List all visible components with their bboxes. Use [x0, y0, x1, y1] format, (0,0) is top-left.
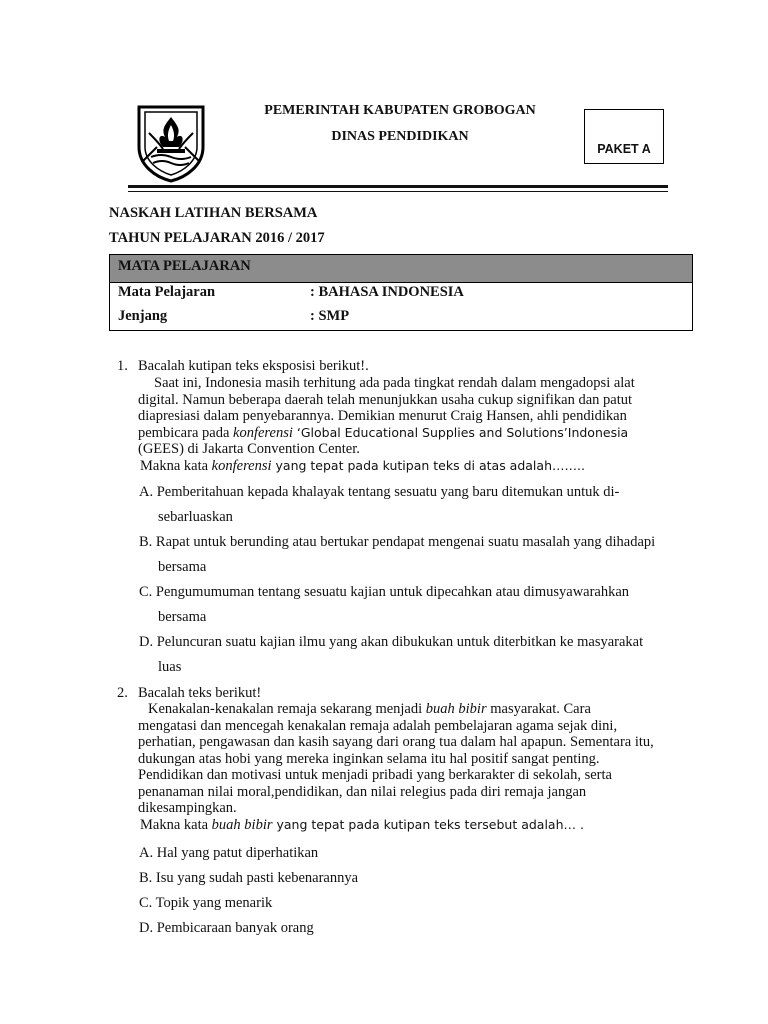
q1-option-c-cont: bersama	[158, 609, 207, 625]
q1-italic-term: konferensi	[211, 457, 272, 474]
q1-question	[138, 458, 698, 475]
q2-number: 2.	[117, 685, 128, 701]
table-heading-row	[110, 255, 692, 283]
q1-option-a: A. Pemberitahuan kepada khalayak tentang sesuatu yang baru ditemukan untuk di-	[139, 484, 620, 500]
q1-text: Makna kata	[140, 457, 212, 474]
q1-option-a-cont: sebarluaskan	[158, 509, 233, 525]
q2-text: Makna kata	[140, 816, 212, 833]
subject-label: Mata Pelajaran	[118, 284, 216, 300]
header-government: PEMERINTAH KABUPATEN GROBOGAN	[264, 103, 536, 118]
grobogan-emblem-logo	[133, 103, 209, 183]
q2-italic-term: buah bibir	[425, 701, 487, 717]
q2-line	[138, 701, 698, 718]
q2-option-b: B. Isu yang sudah pasti kebenarannya	[139, 870, 359, 886]
q2-text: Kenakalan-kenakalan remaja sekarang menjadi	[148, 701, 426, 717]
subject-value: : BAHASA INDONESIA	[310, 284, 464, 300]
q2-line: dikesampingkan.	[138, 800, 237, 816]
q1-option-c: C. Pengumumuman tentang sesuatu kajian untuk dipecahkan atau dimusyawarahkan	[139, 584, 630, 600]
q2-line: penanaman nilai moral,pendidikan, dan nilai relegius pada diri remaja jangan	[138, 783, 587, 800]
subject-table	[109, 254, 693, 331]
header-rule-thick	[128, 185, 668, 188]
level-value: : SMP	[310, 308, 350, 324]
q2-prompt: Bacalah teks berikut!	[138, 685, 262, 701]
q1-line: digital. Namun beberapa daerah telah menunjukkan usaha cukup signifikan dan patut	[138, 391, 633, 408]
q2-passage	[138, 701, 698, 833]
q1-text: pembicara pada	[138, 424, 234, 441]
q2-option-a: A. Hal yang patut diperhatikan	[139, 845, 319, 861]
paket-box: PAKET A	[584, 109, 664, 164]
q1-italic-term: konferensi	[233, 424, 293, 441]
q1-option-d-cont: luas	[158, 659, 182, 675]
q1-option-d: D. Peluncuran suatu kajian ilmu yang akan dibukukan untuk diterbitkan ke masyarakat	[139, 634, 644, 650]
q2-text: yang tepat pada kutipan teks tersebut adalah… .	[272, 816, 584, 832]
q2-line: dukungan atas hobi yang mereka inginkan selama itu hal positif sangat penting.	[138, 750, 600, 767]
q2-option-d: D. Pembicaraan banyak orang	[139, 920, 314, 936]
q2-option-c: C. Topik yang menarik	[139, 895, 273, 911]
q1-number: 1.	[117, 358, 128, 374]
q1-line: (GEES) di Jakarta Convention Center.	[138, 441, 360, 457]
q1-line	[138, 425, 698, 442]
q1-line: Saat ini, Indonesia masih terhitung ada pada tingkat rendah dalam mengadopsi alat	[154, 375, 635, 391]
level-label: Jenjang	[118, 308, 168, 324]
q1-passage	[138, 375, 698, 474]
q2-question	[138, 817, 698, 834]
table-heading: MATA PELAJARAN	[118, 258, 251, 274]
q2-line: perhatian, pengawasan dan kasih sayang dari orang tua dalam hal apapun. Sementara itu,	[138, 734, 654, 750]
q1-prompt: Bacalah kutipan teks eksposisi berikut!.	[138, 358, 369, 374]
header-department: DINAS PENDIDIKAN	[331, 129, 469, 144]
q1-option-b-cont: bersama	[158, 559, 207, 575]
q2-line: mengatasi dan mencegah kenakalan remaja adalah pembelajaran agama sejak dini,	[138, 717, 618, 734]
q2-line: Pendidikan dan motivasi untuk menjadi pribadi yang berkarakter di sekolah, serta	[138, 767, 612, 783]
q1-option-b: B. Rapat untuk berunding atau bertukar pendapat mengenai suatu masalah yang dihadapi	[139, 534, 656, 550]
q1-text: yang tepat pada kutipan teks di atas adalah……..	[271, 457, 585, 473]
q2-italic-term: buah bibir	[211, 816, 273, 833]
q2-text: masyarakat. Cara	[486, 701, 591, 717]
header-rule-thin	[128, 191, 668, 192]
q1-line: diapresiasi dalam penyebarannya. Demikian menurut Craig Hansen, ahli pendidikan	[138, 408, 627, 424]
doc-title: NASKAH LATIHAN BERSAMA	[109, 205, 318, 221]
q1-text: ‘Global Educational Supplies and Solutions’Indonesia	[292, 424, 629, 440]
doc-year: TAHUN PELAJARAN 2016 / 2017	[109, 230, 325, 246]
